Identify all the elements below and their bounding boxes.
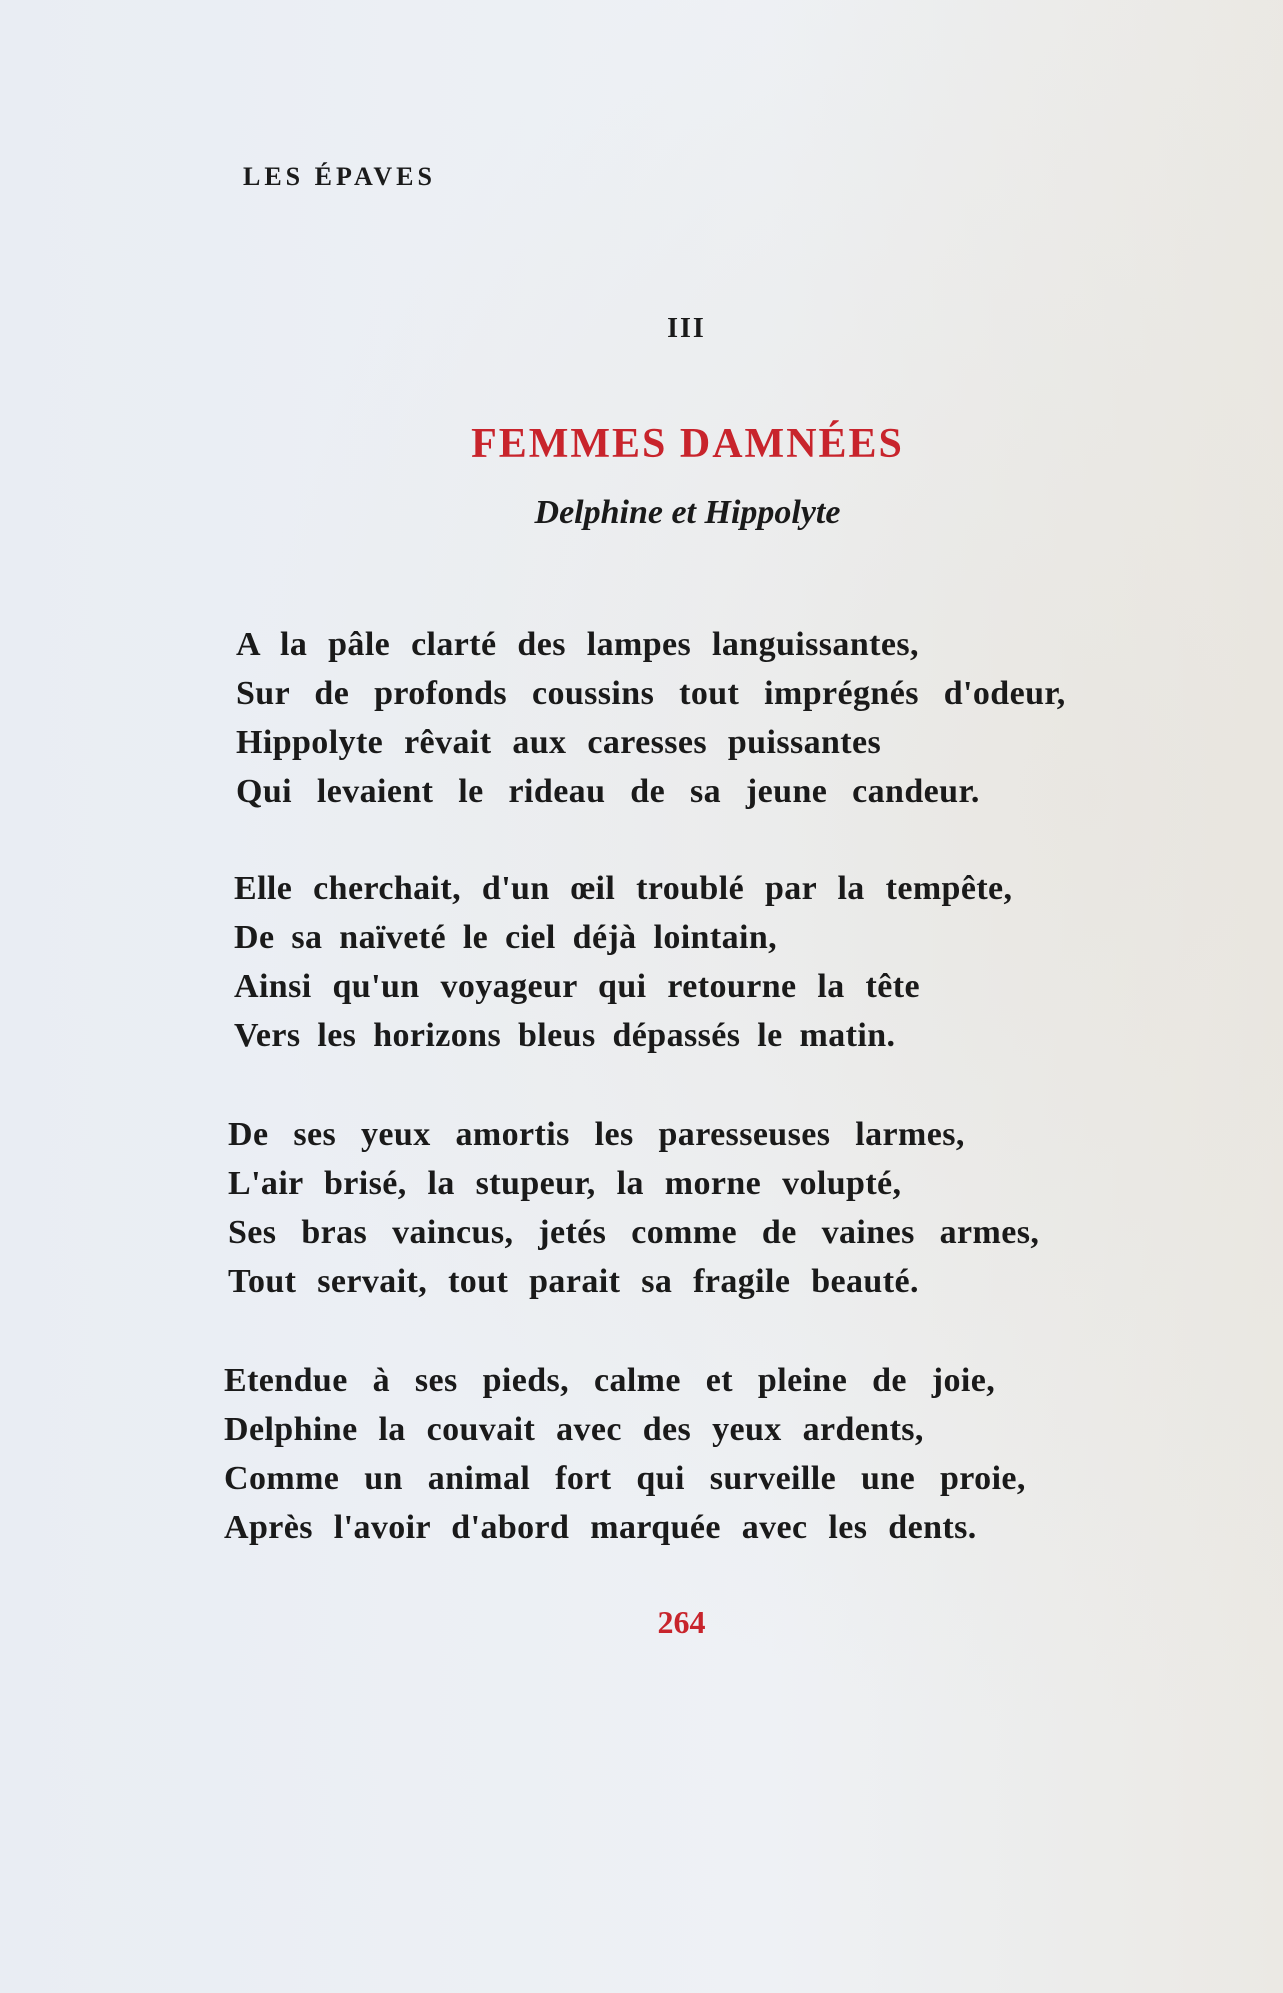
verse: Hippolyte rêvait aux caresses puissantes [236,724,882,761]
poem-subtitle: Delphine et Hippolyte [534,494,841,531]
verse: Après l'avoir d'abord marquée avec les dents. [224,1509,977,1546]
verse: Qui levaient le rideau de sa jeune candeur. [236,773,980,810]
verse: De ses yeux amortis les paresseuses larmes, [228,1116,965,1153]
section-number: III [667,313,706,344]
verse: De sa naïveté le ciel déjà lointain, [234,919,778,956]
verse: Vers les horizons bleus dépassés le matin. [234,1017,896,1054]
verse: Ainsi qu'un voyageur qui retourne la tête [234,968,920,1005]
verse: Ses bras vaincus, jetés comme de vaines armes, [228,1214,1040,1251]
verse: Comme un animal fort qui surveille une proie, [224,1460,1026,1497]
stanza-2 [234,864,1114,1060]
verse: Delphine la couvait avec des yeux ardents, [224,1411,924,1448]
stanza-3 [228,1110,1108,1306]
stanza-4 [224,1356,1104,1552]
verse: Tout servait, tout parait sa fragile beauté. [228,1263,919,1300]
running-head: LES ÉPAVES [243,162,436,191]
verse: L'air brisé, la stupeur, la morne volupté, [228,1165,902,1202]
stanza-1 [236,620,1116,816]
verse: Elle cherchait, d'un œil troublé par la tempête, [234,870,1013,907]
page-number: 264 [657,1604,706,1640]
verse: Sur de profonds coussins tout imprégnés d'odeur, [236,675,1066,712]
poem-title: FEMMES DAMNÉES [471,421,904,467]
verse: Etendue à ses pieds, calme et pleine de joie, [224,1362,996,1399]
verse: A la pâle clarté des lampes languissantes, [236,626,919,663]
